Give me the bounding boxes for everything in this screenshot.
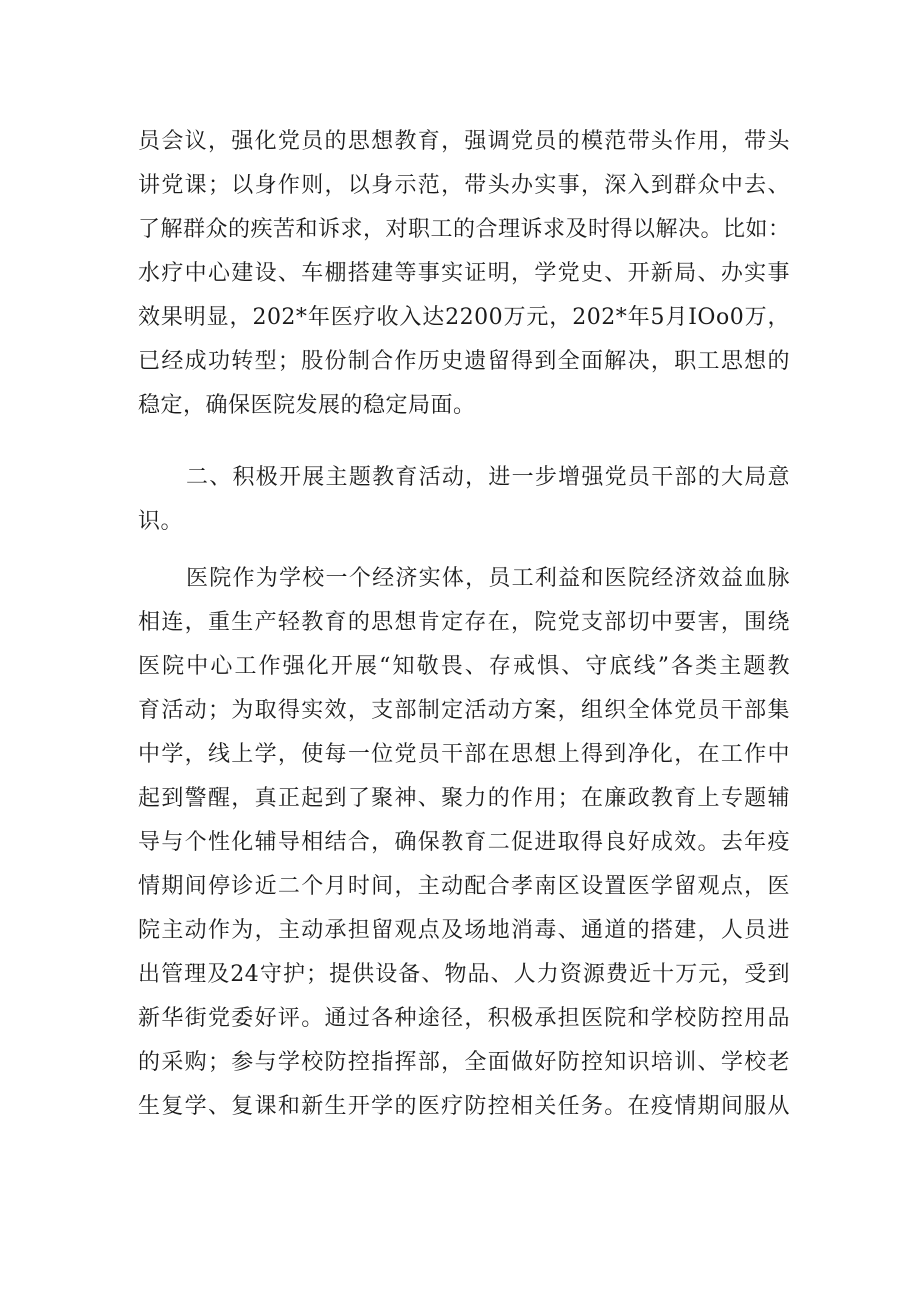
paragraph-3-line-11: 新华街党委好评。通过各种途径，积极承担医院和学校防控用品 bbox=[138, 1006, 790, 1031]
section-heading-line-2: 识。 bbox=[138, 509, 184, 534]
paragraph-1-line-7: 稳定，确保医院发展的稳定局面。 bbox=[138, 393, 476, 418]
paragraph-1-line-1: 员会议，强化党员的思想教育，强调党员的模范带头作用，带头 bbox=[138, 129, 790, 154]
paragraph-3-line-13: 生复学、复课和新生开学的医疗防控相关任务。在疫情期间服从 bbox=[138, 1094, 790, 1119]
paragraph-1-line-3: 了解群众的疾苦和诉求，对职工的合理诉求及时得以解决。比如： bbox=[138, 217, 791, 242]
paragraph-3-line-8: 情期间停诊近二个月时间，主动配合孝南区设置医学留观点，医 bbox=[138, 874, 790, 899]
paragraph-3-line-10: 出管理及24守护；提供设备、物品、人力资源费近十万元，受到 bbox=[138, 962, 790, 987]
paragraph-1-line-6: 已经成功转型；股份制合作历史遗留得到全面解决，职工思想的 bbox=[138, 349, 790, 374]
paragraph-1-line-5: 效果明显，202*年医疗收入达2200万元，202*年5月IOo0万， bbox=[138, 305, 790, 330]
paragraph-3-line-12: 的采购；参与学校防控指挥部，全面做好防控知识培训、学校老 bbox=[138, 1050, 790, 1075]
paragraph-3-line-4: 育活动；为取得实效，支部制定活动方案，组织全体党员干部集 bbox=[138, 698, 790, 723]
paragraph-3-line-7: 导与个性化辅导相结合，确保教育二促进取得良好成效。去年疫 bbox=[138, 830, 790, 855]
paragraph-3-line-6: 起到警醒，真正起到了聚神、聚力的作用；在廉政教育上专题辅 bbox=[138, 786, 790, 811]
paragraph-1-line-4: 水疗中心建设、车棚搭建等事实证明，学党史、开新局、办实事 bbox=[138, 261, 790, 286]
paragraph-3-line-3: 医院中心工作强化开展“知敬畏、存戒惧、守底线”各类主题教 bbox=[138, 654, 790, 679]
paragraph-3-line-5: 中学，线上学，使每一位党员干部在思想上得到净化，在工作中 bbox=[138, 742, 790, 767]
paragraph-3-line-1: 医院作为学校一个经济实体，员工利益和医院经济效益血脉 bbox=[186, 566, 790, 591]
section-heading-line-1: 二、积极开展主题教育活动，进一步增强党员干部的大局意 bbox=[186, 465, 790, 490]
paragraph-3-line-9: 院主动作为，主动承担留观点及场地消毒、通道的搭建，人员进 bbox=[138, 918, 790, 943]
paragraph-1-line-2: 讲党课；以身作则，以身示范，带头办实事，深入到群众中去、 bbox=[138, 173, 790, 198]
paragraph-3-line-2: 相连，重生产轻教育的思想肯定存在，院党支部切中要害，围绕 bbox=[138, 610, 790, 635]
